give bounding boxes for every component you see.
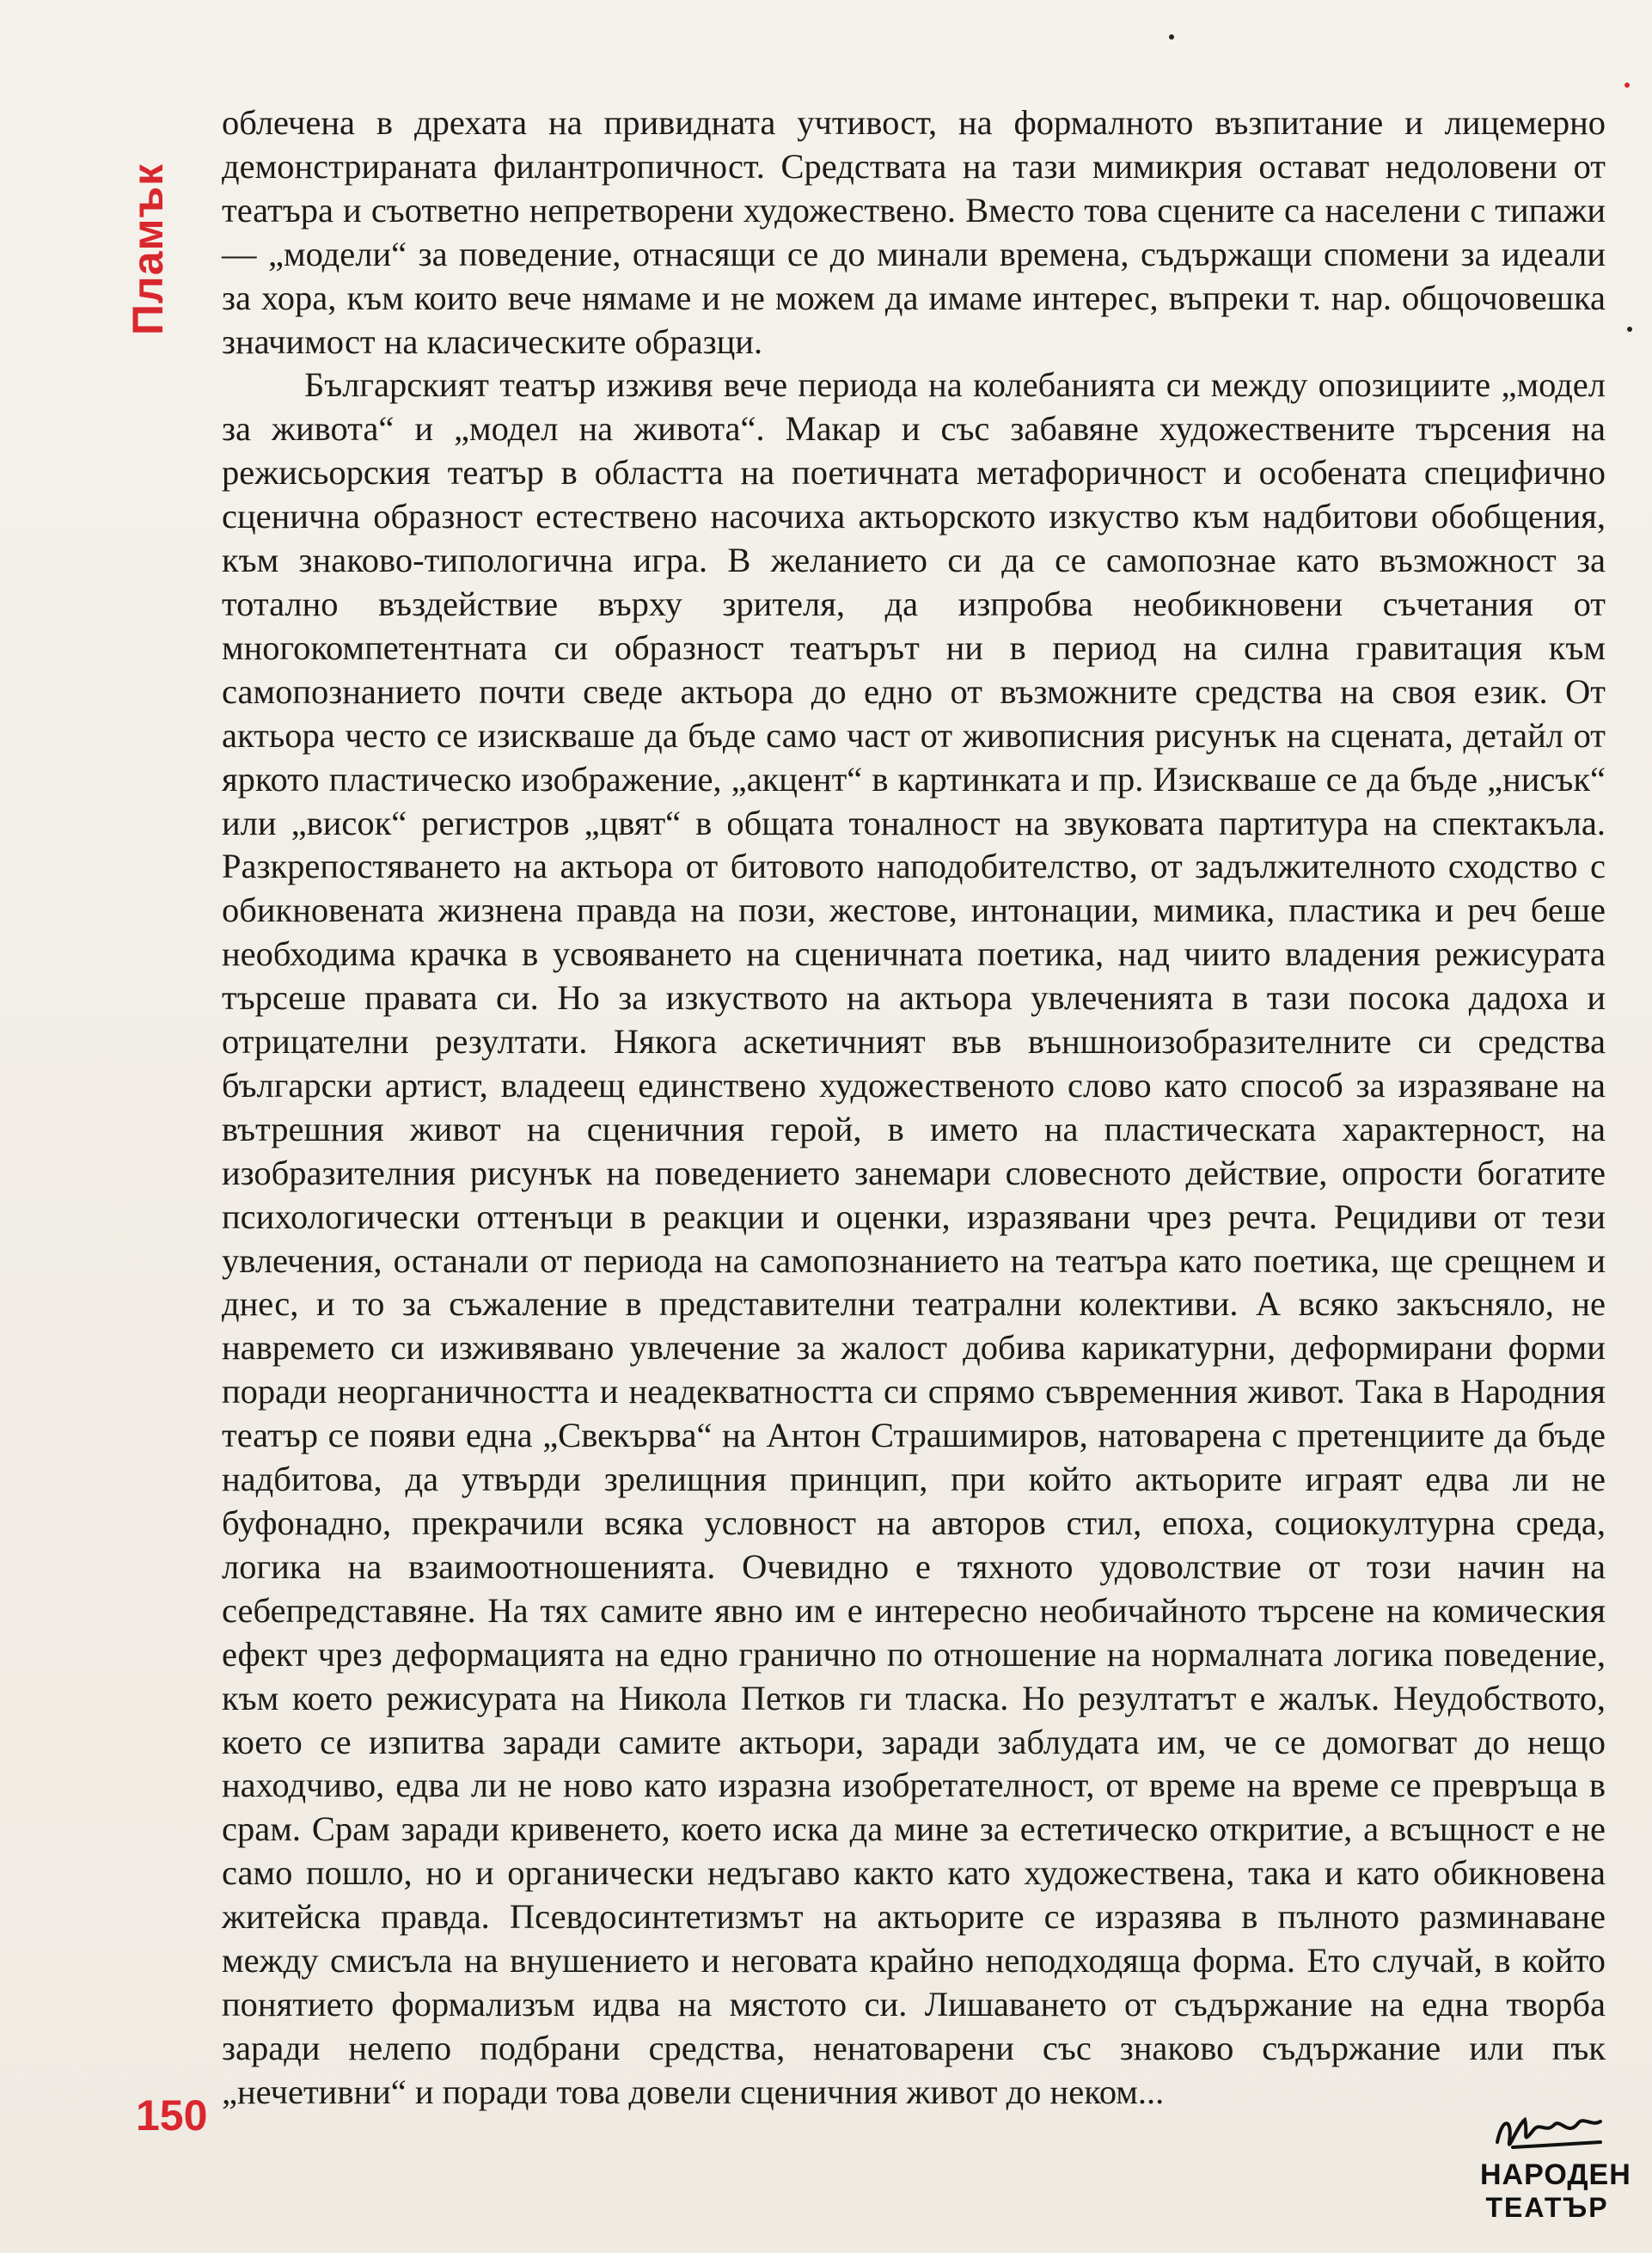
print-speck [1627, 327, 1632, 332]
logo-name: НАРОДЕН [1480, 2158, 1631, 2191]
running-header-title: Пламък [124, 163, 172, 335]
paragraph-2: Българският театър изживя вече периода на колебанията си между опозициите „модел за живота“ и „модел на живота“. Макар и със забавяне художествените търсения на режисьорския театър в областта на поетичната метафоричност и особената специфично сценична образност естествено насочиха актьорското изкуство към надбитови обобщения, към знаково-типологична игра. В желанието си да се самопознае като възможност за тотално въздействие върху зрителя, да изпробва необикновени съчетания от многокомпетентната си образност театърът ни в период на силна гравитация към самопознанието почти сведе актьора до едно от възможните средства на своя език. От актьора често се изискваше да бъде само част от живописния рисунък на сцената, детайл от яркото пластическо изображение, „акцент“ в картинката и пр. Изискваше се да бъде „нисък“ или „висок“ регистров „цвят“ в общата тоналност на звуковата партитура на спектакъла. Разкрепостяването на актьора от битовото наподобителство, от задължителното сходство с обикновената жизнена правда на пози, жестове, интонации, мимика, пластика и реч беше необходима крачка в усвояването на сценичната поетика, над чиито владения режисурата търсеше правата си. Но за изкуството на актьора увлеченията в тази посока дадоха и отрицателни резултати. Някога аскетичният във външноизобразителните си средства български артист, владеещ единствено художественото слово като способ за изразяване на вътрешния живот на сценичния герой, в името на пластическата характерност, на изобразителния рисунък на поведението занемари словесното действие, опрости богатите психологически оттенъци в реакции и оценки, изразявани чрез речта. Рецидиви от тези увлечения, останали от периода на самопознанието на театъра като поетика, ще срещнем и днес, и то за съжаление в представителни театрални колективи. А всяко закъсняло, не навремето си изживявано увлечение за жалост добива карикатурни, деформирани форми поради неорганичността и неадекватността си спрямо съвременния живот. Така в Народния театър се появи една „Свекърва“ на Антон Страшимиров, натоварена с претенциите да бъде надбитова, да утвърди зрелищния принцип, при който актьорите играят едва ли не буфонадно, прекрачили всяка условност на авторов стил, епоха, социокултурна среда, логика на взаимоотношенията. Очевидно е тяхното удоволствие от този начин на себепредставяне. На тях самите явно им е интересно необичайното търсене на комическия ефект чрез деформацията на едно гранично по отношение на нормалната логика поведение, към което режисурата на Никола Петков ги тласка. Но резултатът е жалък. Неудобството, което се изпитва заради самите актьори, заради заблудата им, че се домогват до нещо находчиво, едва ли не ново като изразна изобретателност, от време на време се превръща в срам. Срам заради кривенето, което иска да мине за естетическо откритие, а всъщност е не само пошло, но и органически недъгаво както като художествена, така и като обикновена житейска правда. Псевдосинтетизмът на актьорите се изразява в пълното разминаване между смисъла на внушението и неговата крайно неподходяща форма. Ето случай, в който понятието формализъм идва на мястото си. Лишаването от съдържание на една творба заради нелепо подбрани средства, ненатоварени със знаково съдържание или пък „нечетивни“ и поради това довели сценичния живот до неком... [222, 365, 1606, 2111]
page-number: 150 [136, 2091, 208, 2140]
print-speck [1169, 34, 1174, 40]
print-speck [1624, 83, 1630, 88]
signature-scribble-icon [1497, 2120, 1600, 2147]
body-text [222, 101, 1606, 2115]
paragraph-1: облечена в дрехата на привидната учтивост, на формалното възпитание и лицемерно демонстрираната филантропичност. Средствата на тази мимикрия остават недоловени от театъра и съответно непретворени художествено. Вместо това сцените са населени с типажи — „модели“ за поведение, отнасящи се до минали времена, съдържащи спомени за идеали за хора, към които вече нямаме и не можем да имаме интерес, въпреки т. нар. общочовешка значимост на класическите образци. [222, 103, 1606, 361]
logo-subtitle: ТЕАТЪР [1485, 2192, 1609, 2223]
